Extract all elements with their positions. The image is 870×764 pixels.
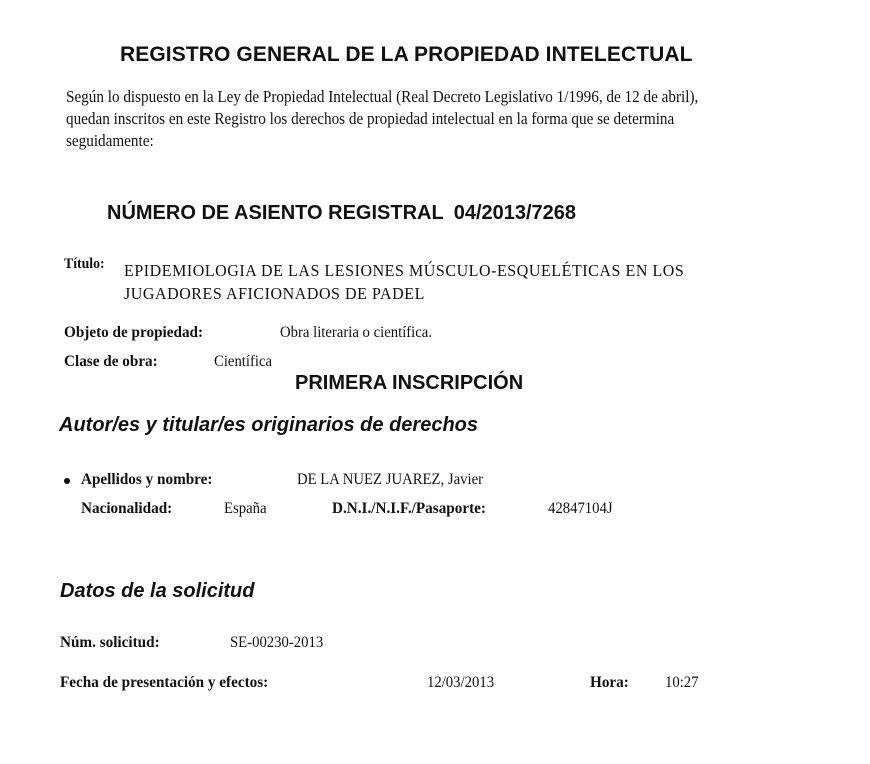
hora-label: Hora: bbox=[590, 674, 629, 691]
num-solicitud-label: Núm. solicitud: bbox=[60, 634, 160, 651]
clase-value: Científica bbox=[214, 353, 273, 370]
asiento-number: 04/2013/7268 bbox=[453, 202, 577, 224]
intro-paragraph: Según lo dispuesto en la Ley de Propiedad Intelectual (Real Decreto Legislativo 1/1996, de 12 de abril), quedan inscritos en este Registro los derechos de propiedad intelectual en la forma que se determina seguidamente: bbox=[66, 87, 699, 150]
apellidos-label: Apellidos y nombre: bbox=[81, 471, 213, 488]
inscripcion-heading: PRIMERA INSCRIPCIÓN bbox=[295, 372, 524, 394]
titulo-label: Título: bbox=[64, 256, 105, 272]
nacionalidad-value: España bbox=[224, 500, 267, 517]
clase-label: Clase de obra: bbox=[64, 353, 158, 370]
dni-value: 42847104J bbox=[548, 500, 613, 517]
objeto-value: Obra literaria o científica. bbox=[280, 324, 433, 341]
autores-heading: Autor/es y titular/es originarios de derechos bbox=[59, 414, 479, 436]
document-title: REGISTRO GENERAL DE LA PROPIEDAD INTELECTUAL bbox=[120, 43, 693, 66]
dni-label: D.N.I./N.I.F./Pasaporte: bbox=[332, 500, 486, 517]
bullet-icon bbox=[64, 478, 70, 484]
objeto-label: Objeto de propiedad: bbox=[64, 324, 204, 341]
fecha-label: Fecha de presentación y efectos: bbox=[60, 674, 269, 691]
fecha-value: 12/03/2013 bbox=[427, 674, 495, 691]
asiento-registral bbox=[107, 202, 576, 225]
hora-value: 10:27 bbox=[665, 674, 699, 691]
asiento-label: NÚMERO DE ASIENTO REGISTRAL bbox=[107, 202, 444, 224]
solicitud-heading: Datos de la solicitud bbox=[60, 580, 255, 602]
titulo-value: EPIDEMIOLOGIA DE LAS LESIONES MÚSCULO-ESQUELÉTICAS EN LOS JUGADORES AFICIONADOS DE PADEL bbox=[124, 261, 685, 303]
nacionalidad-label: Nacionalidad: bbox=[81, 500, 173, 517]
apellidos-value: DE LA NUEZ JUAREZ, Javier bbox=[297, 471, 484, 488]
num-solicitud-value: SE-00230-2013 bbox=[230, 634, 324, 651]
